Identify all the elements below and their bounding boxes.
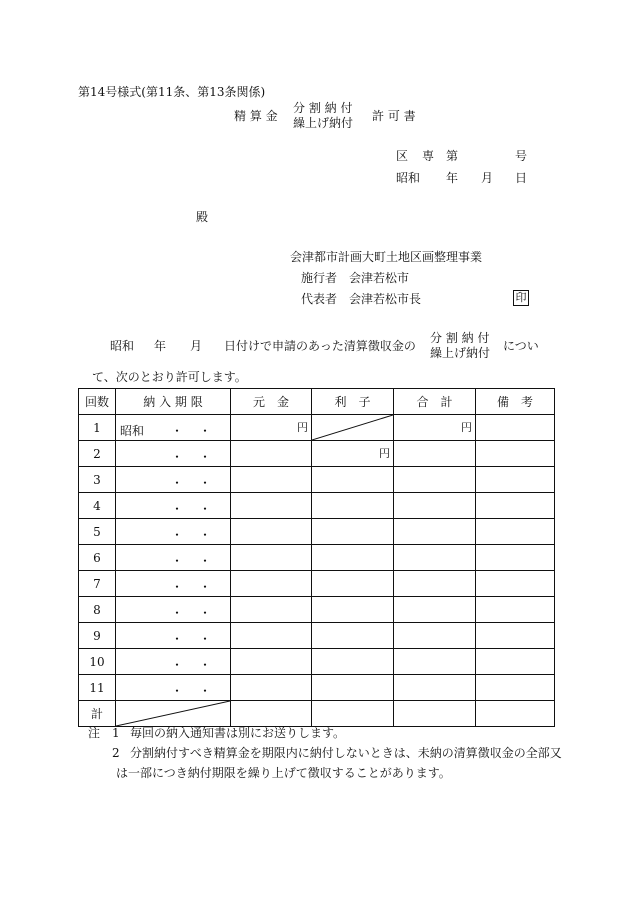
issuer-representative: 会津若松市長 xyxy=(349,292,422,306)
row-principal xyxy=(231,493,312,519)
header-principal: 元 金 xyxy=(231,389,312,415)
header-count: 回数 xyxy=(79,389,116,415)
date-separator: ・ xyxy=(171,632,184,646)
ref-ward: 区 xyxy=(396,149,409,163)
row-due-date xyxy=(116,597,231,623)
date-separator: ・ xyxy=(171,684,184,698)
row-principal xyxy=(231,467,312,493)
row-count: 2 xyxy=(79,441,116,467)
row-interest xyxy=(312,623,394,649)
row-due-date xyxy=(116,493,231,519)
row-due-date xyxy=(116,649,231,675)
seal-mark: 印 xyxy=(513,290,529,306)
row-due-separators xyxy=(171,630,211,647)
row-total xyxy=(394,623,476,649)
row-due-date xyxy=(116,545,231,571)
installment-table xyxy=(78,388,555,727)
row-principal xyxy=(231,675,312,701)
date-separator: ・ xyxy=(198,450,211,464)
table-row xyxy=(79,623,555,649)
title-suffix: 許 可 書 xyxy=(372,109,416,123)
row-due-date xyxy=(116,675,231,701)
row-due-date xyxy=(116,415,231,441)
table-row xyxy=(79,493,555,519)
row-interest xyxy=(312,493,394,519)
table-row xyxy=(79,415,555,441)
date-separator: ・ xyxy=(171,424,184,438)
row-count: 4 xyxy=(79,493,116,519)
title-option-advance: 繰上げ納付 xyxy=(293,116,354,130)
date-separator: ・ xyxy=(171,528,184,542)
body-option-advance: 繰上げ納付 xyxy=(430,346,491,360)
row-due-separators xyxy=(171,500,211,517)
note1-number: 1 xyxy=(112,726,120,740)
row-due-separators xyxy=(171,578,211,595)
row-remarks xyxy=(476,623,555,649)
row-total xyxy=(394,415,476,441)
total-due-date xyxy=(116,701,231,727)
body-line1-tail: 日付けで申請のあった清算徴収金の xyxy=(224,339,416,353)
row-interest xyxy=(312,571,394,597)
row-remarks xyxy=(476,467,555,493)
row-count: 11 xyxy=(79,675,116,701)
row-remarks xyxy=(476,441,555,467)
body-era: 昭和 xyxy=(110,339,135,353)
row-interest xyxy=(312,545,394,571)
row-total xyxy=(394,597,476,623)
date-separator: ・ xyxy=(171,554,184,568)
row-count: 3 xyxy=(79,467,116,493)
issuer-project: 会津都市計画大町土地区画整理事業 xyxy=(290,250,483,264)
table-row xyxy=(79,675,555,701)
row-due-separators xyxy=(171,682,211,699)
title-option-installment: 分 割 納 付 xyxy=(293,101,353,115)
table-row xyxy=(79,545,555,571)
row-principal xyxy=(231,571,312,597)
total-interest xyxy=(312,701,394,727)
table-row xyxy=(79,519,555,545)
interest-diagonal xyxy=(312,415,393,440)
header-due: 納 入 期 限 xyxy=(116,389,231,415)
title-options xyxy=(293,102,353,129)
row-count: 1 xyxy=(79,415,116,441)
row-due-era: 昭和 xyxy=(120,424,145,438)
table-row xyxy=(79,467,555,493)
row-principal xyxy=(231,545,312,571)
row-due-date xyxy=(116,441,231,467)
issuer-executor-label: 施行者 xyxy=(301,271,338,285)
note2-number: 2 xyxy=(112,746,120,760)
date-separator: ・ xyxy=(198,502,211,516)
issuer-representative-label: 代表者 xyxy=(301,292,338,306)
row-total xyxy=(394,649,476,675)
form-number-label: 第14号様式(第11条、第13条関係) xyxy=(78,85,266,99)
date-year: 年 xyxy=(446,171,459,185)
row-principal xyxy=(231,597,312,623)
row-count: 8 xyxy=(79,597,116,623)
body-option-installment: 分 割 納 付 xyxy=(430,331,490,345)
row-count: 9 xyxy=(79,623,116,649)
body-line2: て、次のとおり許可します。 xyxy=(92,370,247,384)
row-remarks xyxy=(476,493,555,519)
body-line1-end: につい xyxy=(503,339,539,353)
row-remarks xyxy=(476,519,555,545)
ref-dedicated: 専 xyxy=(422,149,435,163)
date-separator: ・ xyxy=(198,476,211,490)
row-principal xyxy=(231,623,312,649)
row-remarks xyxy=(476,675,555,701)
date-separator: ・ xyxy=(171,502,184,516)
date-separator: ・ xyxy=(198,632,211,646)
note2-text-line1: 分割納付すべき精算金を期限内に納付しないときは、未納の清算徴収金の全部又 xyxy=(130,746,562,760)
date-separator: ・ xyxy=(198,684,211,698)
row-interest xyxy=(312,675,394,701)
table-total-row xyxy=(79,701,555,727)
yen-unit: 円 xyxy=(461,421,472,434)
row-total xyxy=(394,571,476,597)
row-due-separators xyxy=(171,526,211,543)
row-due-separators xyxy=(171,552,211,569)
body-year: 年 xyxy=(154,339,167,353)
row-due-date xyxy=(116,519,231,545)
header-interest: 利 子 xyxy=(312,389,394,415)
table-row xyxy=(79,597,555,623)
date-day: 日 xyxy=(515,171,528,185)
table-row xyxy=(79,649,555,675)
date-separator: ・ xyxy=(198,658,211,672)
date-separator: ・ xyxy=(198,528,211,542)
ref-number: 号 xyxy=(515,149,528,163)
total-label: 計 xyxy=(79,701,116,727)
row-count: 5 xyxy=(79,519,116,545)
row-remarks xyxy=(476,415,555,441)
row-principal xyxy=(231,415,312,441)
row-total xyxy=(394,441,476,467)
total-total xyxy=(394,701,476,727)
date-separator: ・ xyxy=(171,476,184,490)
note2-text-line2: は一部につき納付期限を繰り上げて徴収することがあります。 xyxy=(116,766,451,780)
row-interest xyxy=(312,649,394,675)
issuer-executor: 会津若松市 xyxy=(349,271,410,285)
row-interest xyxy=(312,467,394,493)
total-remarks xyxy=(476,701,555,727)
date-separator: ・ xyxy=(171,606,184,620)
row-due-date xyxy=(116,623,231,649)
row-due-separators xyxy=(171,604,211,621)
row-due-date xyxy=(116,467,231,493)
ref-dai: 第 xyxy=(446,149,459,163)
row-due-separators xyxy=(171,422,211,439)
row-remarks xyxy=(476,597,555,623)
date-separator: ・ xyxy=(198,606,211,620)
date-era: 昭和 xyxy=(396,171,421,185)
row-count: 10 xyxy=(79,649,116,675)
total-principal xyxy=(231,701,312,727)
row-due-separators xyxy=(171,656,211,673)
header-remarks: 備 考 xyxy=(476,389,555,415)
date-separator: ・ xyxy=(198,424,211,438)
date-separator: ・ xyxy=(198,554,211,568)
row-principal xyxy=(231,441,312,467)
row-interest xyxy=(312,441,394,467)
table-row xyxy=(79,571,555,597)
row-interest xyxy=(312,597,394,623)
title-prefix: 精 算 金 xyxy=(234,109,278,123)
row-due-separators xyxy=(171,474,211,491)
notes-label: 注 xyxy=(88,726,101,740)
date-month: 月 xyxy=(481,171,494,185)
row-remarks xyxy=(476,649,555,675)
row-total xyxy=(394,519,476,545)
row-remarks xyxy=(476,571,555,597)
date-separator: ・ xyxy=(198,580,211,594)
table-row xyxy=(79,441,555,467)
row-interest xyxy=(312,415,394,441)
yen-unit: 円 xyxy=(297,421,308,434)
total-due-diagonal xyxy=(116,701,230,726)
date-separator: ・ xyxy=(171,450,184,464)
table-header-row xyxy=(79,389,555,415)
note1-text: 毎回の納入通知書は別にお送りします。 xyxy=(130,726,346,740)
header-total: 合 計 xyxy=(394,389,476,415)
row-total xyxy=(394,467,476,493)
row-total xyxy=(394,545,476,571)
yen-unit: 円 xyxy=(379,447,390,460)
row-total xyxy=(394,675,476,701)
body-month: 月 xyxy=(190,339,203,353)
date-separator: ・ xyxy=(171,580,184,594)
row-due-separators xyxy=(171,448,211,465)
row-total xyxy=(394,493,476,519)
row-due-date xyxy=(116,571,231,597)
addressee-suffix: 殿 xyxy=(196,210,209,224)
body-options xyxy=(430,332,490,359)
row-interest xyxy=(312,519,394,545)
row-principal xyxy=(231,519,312,545)
row-principal xyxy=(231,649,312,675)
row-remarks xyxy=(476,545,555,571)
row-count: 6 xyxy=(79,545,116,571)
date-separator: ・ xyxy=(171,658,184,672)
row-count: 7 xyxy=(79,571,116,597)
